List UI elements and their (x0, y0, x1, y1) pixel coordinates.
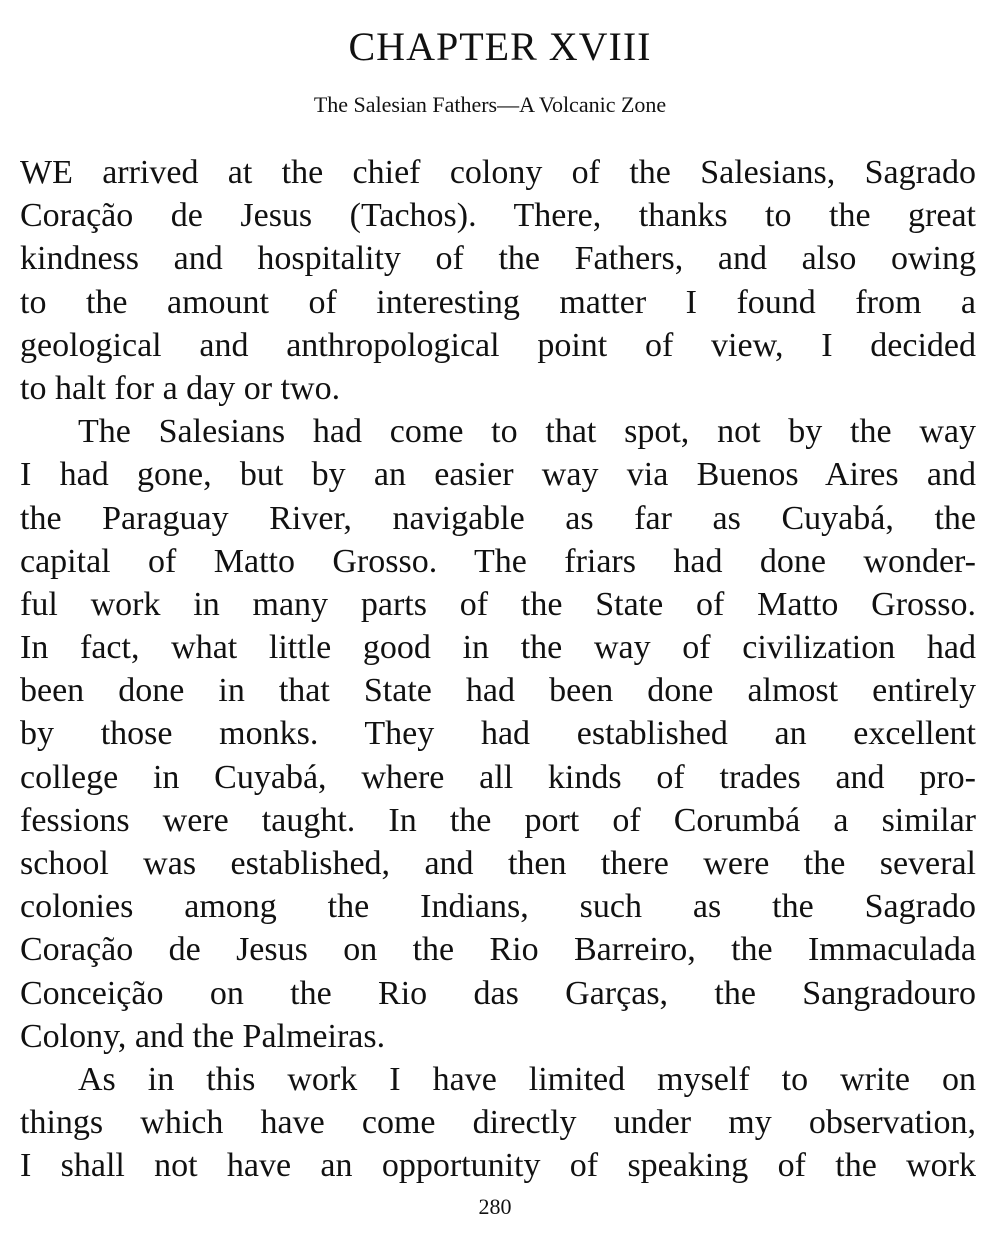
text-line: The Salesians had come to that spot, not by the way (78, 413, 976, 451)
text-line: school was established, and then there were the several (20, 845, 976, 882)
chapter-subtitle: The Salesian Fathers—A Volcanic Zone (313, 92, 667, 117)
text-line: Coração de Jesus on the Rio Barreiro, the Immaculada (20, 931, 976, 969)
body-text (20, 151, 976, 1188)
text-line: Conceição on the Rio das Garças, the Sangradouro (20, 974, 976, 1012)
text-line: In fact, what little good in the way of civilization had (20, 629, 976, 667)
text-line: things which have come directly under my observation, (20, 1104, 976, 1142)
text-line: WE arrived at the chief colony of the Salesians, Sagrado (20, 154, 976, 191)
text-line: I had gone, but by an easier way via Buenos Aires and (20, 456, 976, 494)
text-line: I shall not have an opportunity of speaking of the work (20, 1147, 976, 1185)
text-line: ful work in many parts of the State of Matto Grosso. (20, 585, 976, 623)
text-line: colonies among the Indians, such as the Sagrado (20, 888, 976, 926)
text-line: to halt for a day or two. (20, 369, 341, 407)
text-line: college in Cuyabá, where all kinds of trades and pro- (20, 758, 976, 796)
text-line: Colony, and the Palmeiras. (20, 1017, 386, 1055)
text-line: kindness and hospitality of the Fathers, and also owing (20, 240, 976, 278)
text-line: fessions were taught. In the port of Corumbá a similar (20, 801, 976, 839)
text-line: by those monks. They had established an excellent (20, 715, 976, 753)
text-line: to the amount of interesting matter I found from a (20, 283, 976, 321)
chapter-title: CHAPTER XVIII (348, 24, 652, 69)
page-number: 280 (478, 1194, 512, 1219)
text-line: been done in that State had been done almost entirely (20, 672, 976, 710)
text-line: Coração de Jesus (Tachos). There, thanks to the great (20, 197, 976, 235)
text-line: As in this work I have limited myself to write on (78, 1060, 976, 1098)
text-line: geological and anthropological point of view, I decided (20, 326, 976, 364)
text-line: capital of Matto Grosso. The friars had done wonder- (20, 542, 976, 580)
text-line: the Paraguay River, navigable as far as Cuyabá, the (20, 499, 976, 537)
